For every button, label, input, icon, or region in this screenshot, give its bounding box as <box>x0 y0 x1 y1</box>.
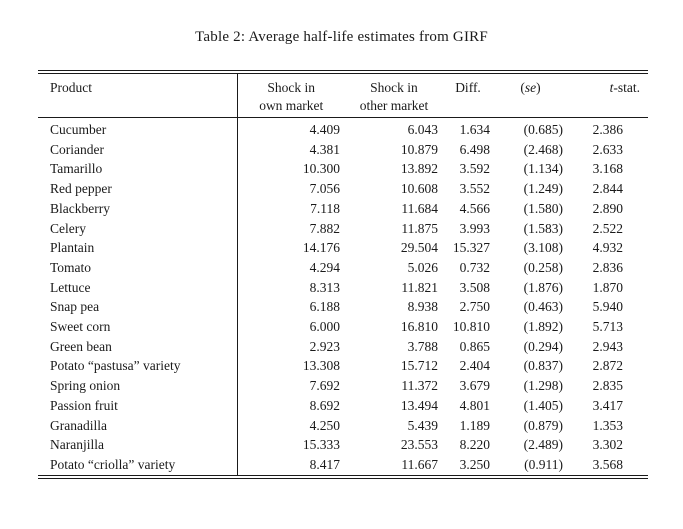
cell-se: (0.463) <box>523 299 563 315</box>
cell-se: (0.879) <box>523 417 563 433</box>
table-row <box>38 258 648 278</box>
cell-diff: 3.250 <box>459 456 490 472</box>
cell-shock-own: 4.250 <box>309 417 340 433</box>
cell-shock-other: 29.504 <box>400 240 438 256</box>
cell-shock-other: 11.667 <box>401 456 438 472</box>
cell-product: Potato “pastusa” variety <box>38 356 237 376</box>
cell-product: Blackberry <box>38 199 237 219</box>
cell-product: Tomato <box>38 258 237 278</box>
cell-product: Plantain <box>38 238 237 258</box>
cell-tstat: 2.844 <box>592 181 623 197</box>
cell-se: (1.405) <box>523 397 563 413</box>
cell-tstat: 2.890 <box>592 200 623 216</box>
cell-tstat: 2.872 <box>592 358 623 374</box>
table-row <box>38 159 648 179</box>
cell-diff: 4.801 <box>459 397 490 413</box>
cell-tstat: 2.836 <box>592 259 623 275</box>
table-header <box>38 74 648 118</box>
cell-product: Green bean <box>38 337 237 357</box>
cell-se: (1.892) <box>523 319 563 335</box>
cell-diff: 8.220 <box>459 437 490 453</box>
header-se-italic: se <box>524 80 537 95</box>
cell-tstat: 5.940 <box>592 299 623 315</box>
cell-product: Spring onion <box>38 376 237 396</box>
cell-se: (1.583) <box>523 220 563 236</box>
cell-product: Cucumber <box>38 118 237 140</box>
cell-tstat: 3.302 <box>592 437 623 453</box>
half-life-table <box>38 74 648 475</box>
cell-shock-other: 3.788 <box>407 338 438 354</box>
table-row <box>38 238 648 258</box>
table-row <box>38 140 648 160</box>
cell-shock-own: 7.882 <box>309 220 340 236</box>
cell-shock-other: 15.712 <box>400 358 438 374</box>
cell-se: (1.876) <box>523 279 563 295</box>
table-row <box>38 455 648 475</box>
table-row <box>38 376 648 396</box>
cell-diff: 0.865 <box>459 338 490 354</box>
cell-shock-own: 4.294 <box>309 259 340 275</box>
cell-diff: 3.993 <box>459 220 490 236</box>
header-shock-own-line1: Shock in <box>267 80 316 95</box>
cell-product: Red pepper <box>38 179 237 199</box>
cell-shock-own: 14.176 <box>302 240 340 256</box>
cell-shock-own: 15.333 <box>302 437 340 453</box>
table-wrap <box>38 70 648 479</box>
cell-shock-own: 8.313 <box>309 279 340 295</box>
cell-shock-other: 11.372 <box>401 378 438 394</box>
cell-se: (1.580) <box>523 200 563 216</box>
table-row <box>38 219 648 239</box>
cell-diff: 6.498 <box>459 141 490 157</box>
cell-product: Passion fruit <box>38 396 237 416</box>
table-row <box>38 297 648 317</box>
cell-shock-own: 6.188 <box>309 299 340 315</box>
cell-product: Celery <box>38 219 237 239</box>
cell-se: (0.837) <box>523 358 563 374</box>
cell-se: (0.911) <box>524 456 563 472</box>
header-tstat-rest: -stat. <box>613 80 640 95</box>
cell-tstat: 2.633 <box>592 141 623 157</box>
table-row <box>38 199 648 219</box>
cell-product: Lettuce <box>38 278 237 298</box>
cell-shock-own: 10.300 <box>302 161 340 177</box>
cell-shock-other: 11.684 <box>401 200 438 216</box>
cell-diff: 3.679 <box>459 378 490 394</box>
cell-shock-other: 5.439 <box>407 417 438 433</box>
cell-tstat: 2.386 <box>568 118 648 140</box>
cell-shock-other: 6.043 <box>345 118 443 140</box>
header-row-1 <box>38 74 648 97</box>
bottom-double-rule <box>38 475 648 479</box>
header-product: Product <box>38 74 237 118</box>
table-row <box>38 356 648 376</box>
cell-diff: 2.750 <box>459 299 490 315</box>
table-body <box>38 118 648 475</box>
cell-shock-own: 4.409 <box>237 118 345 140</box>
cell-se: (0.685) <box>493 118 568 140</box>
cell-diff: 10.810 <box>452 319 490 335</box>
cell-se: (1.134) <box>523 161 563 177</box>
cell-shock-other: 16.810 <box>400 319 438 335</box>
cell-shock-own: 7.118 <box>310 200 340 216</box>
cell-tstat: 1.353 <box>592 417 623 433</box>
cell-se: (0.294) <box>523 338 563 354</box>
cell-diff: 0.732 <box>459 259 490 275</box>
cell-diff: 1.189 <box>459 417 490 433</box>
cell-se: (1.249) <box>523 181 563 197</box>
cell-shock-own: 6.000 <box>309 319 340 335</box>
cell-tstat: 3.568 <box>592 456 623 472</box>
header-shock-own-line2: own market <box>259 98 324 113</box>
cell-shock-other: 11.875 <box>401 220 438 236</box>
cell-shock-own: 13.308 <box>302 358 340 374</box>
cell-product: Tamarillo <box>38 159 237 179</box>
cell-shock-other: 11.821 <box>401 279 438 295</box>
cell-diff: 3.592 <box>459 161 490 177</box>
cell-product: Granadilla <box>38 416 237 436</box>
cell-product: Coriander <box>38 140 237 160</box>
cell-shock-other: 13.494 <box>400 397 438 413</box>
cell-tstat: 4.932 <box>592 240 623 256</box>
cell-shock-own: 2.923 <box>309 338 340 354</box>
cell-shock-own: 4.381 <box>309 141 340 157</box>
cell-tstat: 2.522 <box>592 220 623 236</box>
cell-diff: 15.327 <box>452 240 490 256</box>
header-diff: Diff. <box>455 80 481 95</box>
table-row <box>38 118 648 140</box>
cell-se: (2.468) <box>523 141 563 157</box>
cell-se: (0.258) <box>523 259 563 275</box>
header-tstat-italic: t <box>609 80 614 95</box>
table-row <box>38 396 648 416</box>
cell-shock-other: 13.892 <box>400 161 438 177</box>
cell-product: Naranjilla <box>38 435 237 455</box>
table-caption: Table 2: Average half-life estimates from GIRF <box>195 29 488 45</box>
table-row <box>38 416 648 436</box>
cell-shock-other: 23.553 <box>400 437 438 453</box>
cell-diff: 1.634 <box>443 118 493 140</box>
header-shock-other-line2: other market <box>359 98 429 113</box>
cell-shock-other: 10.879 <box>400 141 438 157</box>
cell-se: (2.489) <box>523 437 563 453</box>
cell-shock-own: 8.692 <box>309 397 340 413</box>
cell-tstat: 2.835 <box>592 378 623 394</box>
table-row <box>38 317 648 337</box>
cell-shock-other: 10.608 <box>400 181 438 197</box>
header-se-close: ) <box>536 80 541 95</box>
header-shock-other-line1: Shock in <box>370 80 418 95</box>
cell-tstat: 1.870 <box>592 279 623 295</box>
cell-shock-other: 5.026 <box>407 259 438 275</box>
cell-diff: 2.404 <box>459 358 490 374</box>
cell-shock-own: 7.056 <box>309 181 340 197</box>
cell-tstat: 3.417 <box>592 397 623 413</box>
cell-product: Potato “criolla” variety <box>38 455 237 475</box>
header-tstat <box>568 74 648 118</box>
cell-tstat: 2.943 <box>592 338 623 354</box>
header-se-open: ( <box>520 80 525 95</box>
cell-product: Sweet corn <box>38 317 237 337</box>
cell-diff: 3.552 <box>459 181 490 197</box>
table-row <box>38 179 648 199</box>
cell-shock-own: 7.692 <box>309 378 340 394</box>
cell-tstat: 5.713 <box>592 319 623 335</box>
cell-diff: 3.508 <box>459 279 490 295</box>
table-row <box>38 337 648 357</box>
cell-product: Snap pea <box>38 297 237 317</box>
table-row <box>38 435 648 455</box>
header-se <box>493 74 568 118</box>
cell-shock-own: 8.417 <box>309 456 340 472</box>
table-row <box>38 278 648 298</box>
cell-shock-other: 8.938 <box>407 299 438 315</box>
cell-se: (3.108) <box>523 240 563 256</box>
cell-diff: 4.566 <box>459 200 490 216</box>
cell-tstat: 3.168 <box>592 161 623 177</box>
cell-se: (1.298) <box>523 378 563 394</box>
